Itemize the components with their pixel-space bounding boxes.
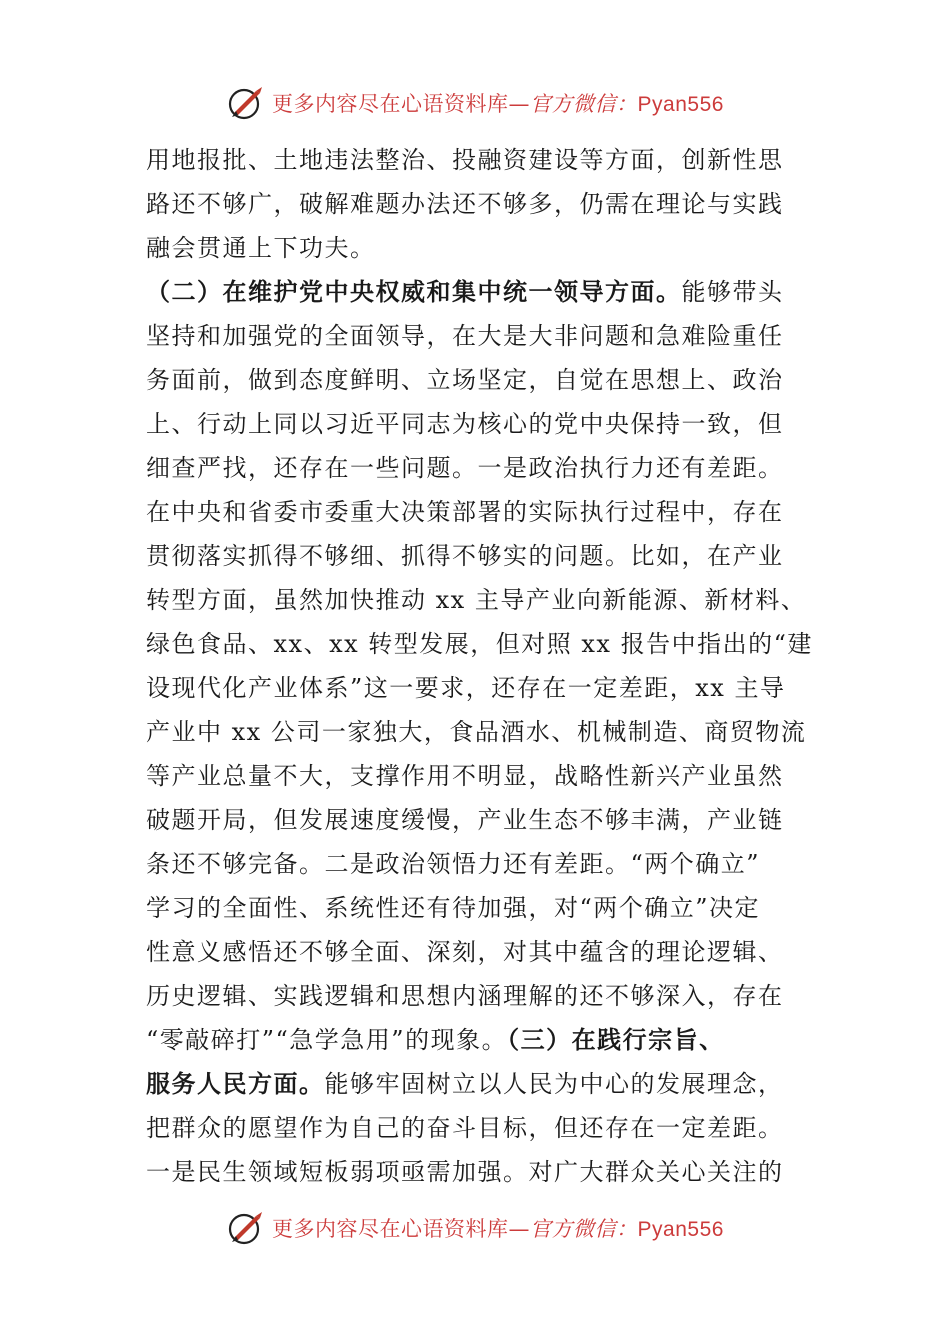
text-line xyxy=(146,1150,806,1194)
text-line xyxy=(146,842,806,886)
text-line xyxy=(146,1018,806,1062)
watermark-separator: — xyxy=(508,92,531,116)
watermark-header xyxy=(0,78,950,128)
text-segment: 把群众的愿望作为自己的奋斗目标，但还存在一定差距。 xyxy=(146,1114,784,1142)
text-line xyxy=(146,402,806,446)
text-segment: 历史逻辑、实践逻辑和思想内涵理解的还不够深入，存在 xyxy=(146,982,784,1010)
text-segment: “零敲碎打”“急学急用”的现象。 xyxy=(146,1026,508,1054)
text-line xyxy=(146,534,806,578)
text-segment: 坚持和加强党的全面领导，在大是大非问题和急难险重任 xyxy=(146,322,784,350)
watermark-title: 更多内容尽在心语资料库 xyxy=(272,1217,509,1241)
text-line xyxy=(146,710,806,754)
watermark-separator: — xyxy=(508,1217,531,1241)
text-line xyxy=(146,666,806,710)
watermark-title: 更多内容尽在心语资料库 xyxy=(272,92,509,116)
watermark-text xyxy=(272,88,724,118)
watermark-sub: 官方微信： xyxy=(530,92,638,116)
text-segment: 一是民生领域短板弱项亟需加强。对广大群众关心关注的 xyxy=(146,1158,784,1186)
text-line xyxy=(146,358,806,402)
text-segment: 转型方面，虽然加快推动 xx 主导产业向新能源、新材料、 xyxy=(146,586,807,614)
watermark-sub: 官方微信： xyxy=(530,1217,638,1241)
pen-logo-icon xyxy=(226,1208,266,1248)
text-line xyxy=(146,754,806,798)
text-segment: 绿色食品、xx、xx 转型发展，但对照 xx 报告中指出的“建 xyxy=(146,630,813,658)
text-segment: 破题开局，但发展速度缓慢，产业生态不够丰满，产业链 xyxy=(146,806,784,834)
text-segment: 务面前，做到态度鲜明、立场坚定，自觉在思想上、政治 xyxy=(146,366,784,394)
pen-logo-icon xyxy=(226,83,266,123)
text-line xyxy=(146,314,806,358)
text-segment: 上、行动上同以习近平同志为核心的党中央保持一致，但 xyxy=(146,410,784,438)
text-segment: 产业中 xx 公司一家独大，食品酒水、机械制造、商贸物流 xyxy=(146,718,807,746)
text-line xyxy=(146,930,806,974)
text-line xyxy=(146,270,806,314)
text-segment: 在中央和省委市委重大决策部署的实际执行过程中，存在 xyxy=(146,498,784,526)
text-line xyxy=(146,138,806,182)
text-segment: 能够牢固树立以人民为中心的发展理念， xyxy=(324,1070,784,1098)
text-segment: 等产业总量不大，支撑作用不明显，战略性新兴产业虽然 xyxy=(146,762,784,790)
text-segment: 融会贯通上下功夫。 xyxy=(146,234,376,262)
text-line xyxy=(146,622,813,666)
text-line xyxy=(146,1062,806,1106)
text-line xyxy=(146,886,806,930)
text-line xyxy=(146,578,806,622)
watermark-wechat-id: Pyan556 xyxy=(637,93,724,116)
document-body xyxy=(146,138,813,1194)
text-segment: 条还不够完备。二是政治领悟力还有差距。“两个确立” xyxy=(146,850,761,878)
text-line xyxy=(146,446,806,490)
watermark-footer xyxy=(0,1203,950,1253)
text-line xyxy=(146,490,806,534)
section-heading: 服务人民方面。 xyxy=(146,1070,325,1098)
section-heading: （二）在维护党中央权威和集中统一领导方面。 xyxy=(146,278,682,306)
section-heading: （三）在践行宗旨、 xyxy=(507,1026,725,1054)
text-segment: 用地报批、土地违法整治、投融资建设等方面，创新性思 xyxy=(146,146,784,174)
watermark-text xyxy=(272,1213,724,1243)
text-line xyxy=(146,226,806,270)
text-line xyxy=(146,798,806,842)
text-segment: 细查严找，还存在一些问题。一是政治执行力还有差距。 xyxy=(146,454,784,482)
text-segment: 能够带头 xyxy=(681,278,784,306)
text-segment: 性意义感悟还不够全面、深刻，对其中蕴含的理论逻辑、 xyxy=(146,938,784,966)
text-segment: 设现代化产业体系”这一要求，还存在一定差距，xx 主导 xyxy=(146,674,786,702)
text-line xyxy=(146,974,806,1018)
text-line xyxy=(146,182,806,226)
watermark-wechat-id: Pyan556 xyxy=(637,1218,724,1241)
text-line xyxy=(146,1106,806,1150)
text-segment: 路还不够广，破解难题办法还不够多，仍需在理论与实践 xyxy=(146,190,784,218)
text-segment: 贯彻落实抓得不够细、抓得不够实的问题。比如，在产业 xyxy=(146,542,784,570)
text-segment: 学习的全面性、系统性还有待加强，对“两个确立”决定 xyxy=(146,894,761,922)
